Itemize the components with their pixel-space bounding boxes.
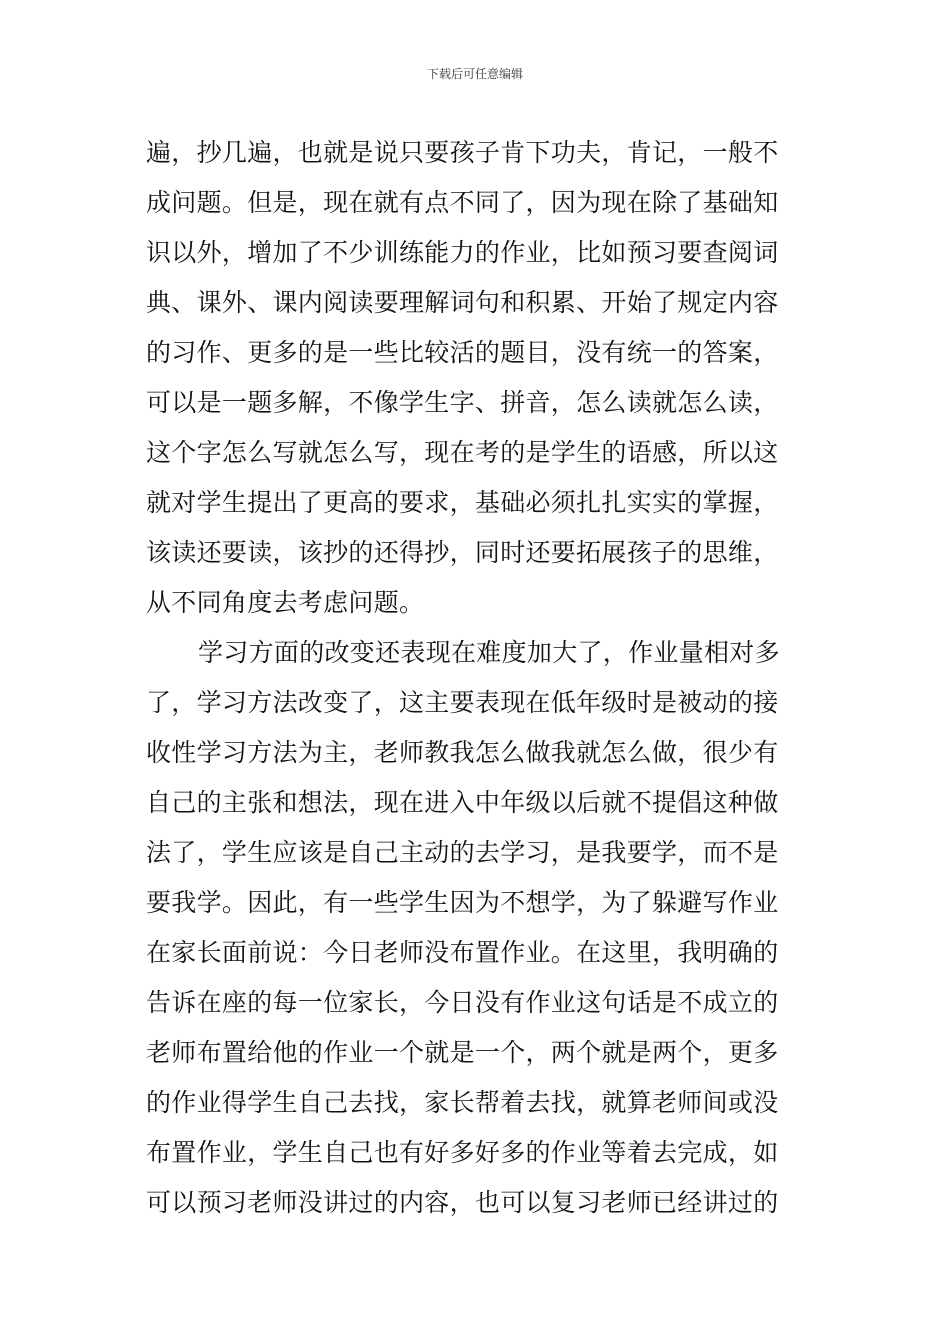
text-line: 告诉在座的每一位家长，今日没有作业这句话是不成立的	[146, 988, 779, 1017]
text-line: 布置作业，学生自己也有好多好多的作业等着去完成，如	[146, 1138, 779, 1167]
page-header: 下载后可任意编辑	[426, 67, 523, 81]
text-line: 法了，学生应该是自己主动的去学习，是我要学，而不是	[146, 838, 779, 867]
text-line: 了，学习方法改变了，这主要表现在低年级时是被动的接	[146, 688, 779, 717]
text-line: 遍，抄几遍，也就是说只要孩子肯下功夫，肯记，一般不	[146, 138, 779, 167]
text-line: 老师布置给他的作业一个就是一个，两个就是两个，更多	[146, 1038, 779, 1067]
text-line: 可以预习老师没讲过的内容，也可以复习老师已经讲过的	[146, 1188, 779, 1217]
text-line: 从不同角度去考虑问题。	[146, 588, 425, 617]
body-text	[146, 128, 810, 1228]
text-line: 成问题。但是，现在就有点不同了，因为现在除了基础知	[146, 188, 779, 217]
text-line: 收性学习方法为主，老师教我怎么做我就怎么做，很少有	[146, 738, 779, 767]
text-line: 要我学。因此，有一些学生因为不想学，为了躲避写作业	[146, 888, 779, 917]
text-line: 自己的主张和想法，现在进入中年级以后就不提倡这种做	[146, 788, 779, 817]
text-line: 学习方面的改变还表现在难度加大了，作业量相对多	[198, 638, 780, 667]
paragraph-1	[146, 128, 810, 628]
text-line: 的习作、更多的是一些比较活的题目，没有统一的答案，	[146, 338, 779, 367]
text-line: 在家长面前说：今日老师没布置作业。在这里，我明确的	[146, 938, 779, 967]
text-line: 识以外，增加了不少训练能力的作业，比如预习要查阅词	[146, 238, 779, 267]
text-line: 典、课外、课内阅读要理解词句和积累、开始了规定内容	[146, 288, 779, 317]
text-line: 的作业得学生自己去找，家长帮着去找，就算老师间或没	[146, 1088, 779, 1117]
text-line: 这个字怎么写就怎么写，现在考的是学生的语感，所以这	[146, 438, 779, 467]
text-line: 该读还要读，该抄的还得抄，同时还要拓展孩子的思维，	[146, 538, 779, 567]
paragraph-2	[146, 628, 810, 1228]
text-line: 可以是一题多解，不像学生字、拼音，怎么读就怎么读，	[146, 388, 779, 417]
text-line: 就对学生提出了更高的要求，基础必须扎扎实实的掌握，	[146, 488, 779, 517]
